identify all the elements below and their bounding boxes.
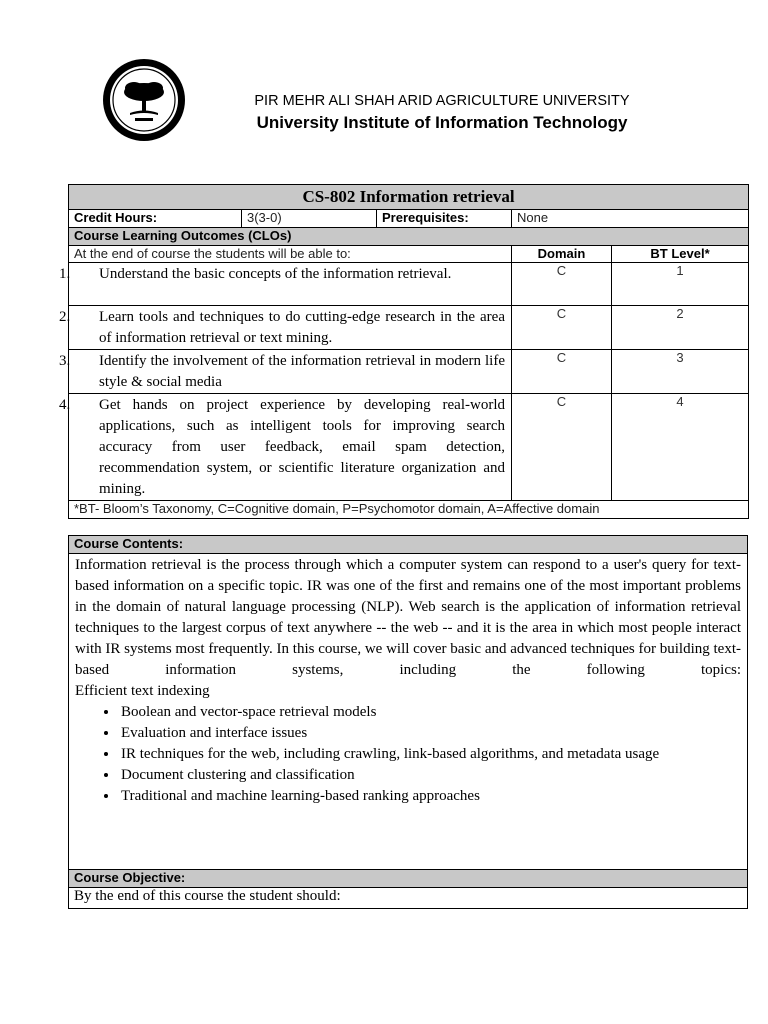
- prerequisites-label: Prerequisites:: [377, 210, 512, 228]
- domain-header: Domain: [512, 246, 612, 263]
- course-objective-text: By the end of this course the student should:: [69, 888, 748, 909]
- clo-intro: At the end of course the students will be able to:: [69, 246, 512, 263]
- clo-2-bt: 2: [612, 306, 749, 350]
- clo-1-bt: 1: [612, 263, 749, 306]
- course-objective-heading: Course Objective:: [69, 870, 748, 888]
- university-name: PIR MEHR ALI SHAH ARID AGRICULTURE UNIVERSITY: [254, 93, 630, 109]
- course-contents-body: [69, 554, 748, 870]
- topics-list: [75, 702, 741, 807]
- bt-footnote: *BT- Bloom’s Taxonomy, C=Cognitive domain, P=Psychomotor domain, A=Affective domain: [69, 501, 749, 519]
- course-contents-heading: Course Contents:: [69, 536, 748, 554]
- university-logo: [102, 58, 186, 142]
- clo-item-4: 4. Get hands on project experience by developing real-world applications, such as intelligent tools for improving search accuracy from user feedback, email spam detection, recommendation system, or scientific literature organization and mining.: [69, 394, 512, 501]
- clo-3-domain: C: [512, 350, 612, 394]
- clo-1-domain: C: [512, 263, 612, 306]
- list-item: • Evaluation and interface issues: [119, 723, 741, 744]
- list-item: • IR techniques for the web, including crawling, link-based algorithms, and metadata usage: [119, 744, 741, 765]
- contents-paragraph: Information retrieval is the process through which a computer system can respond to a user's query for text-based information on a specific topic. IR was one of the first and remains one of the most important problems in the domain of natural language processing (NLP). Web search is the application of information retrieval techniques to the largest corpus of text anywhere -- the web -- and it is the area in which most people interact with IR systems most frequently. In this course, we will cover basic and advanced techniques for building text-based information systems, including the following topics:: [75, 557, 741, 678]
- clo-4-domain: C: [512, 394, 612, 501]
- course-info-table: [59, 184, 749, 519]
- clo-item-2: 2. Learn tools and techniques to do cutting-edge research in the area of information retrieval or text mining.: [69, 306, 512, 350]
- list-item: • Traditional and machine learning-based ranking approaches: [119, 786, 741, 807]
- clo-4-bt: 4: [612, 394, 749, 501]
- clo-2-domain: C: [512, 306, 612, 350]
- clo-item-1: 1. Understand the basic concepts of the information retrieval.: [69, 263, 512, 306]
- prerequisites-value: None: [512, 210, 749, 228]
- course-contents-table: [68, 535, 748, 870]
- credit-hours-value: 3(3-0): [242, 210, 377, 228]
- first-topic: Efficient text indexing: [75, 683, 210, 699]
- course-objective-table: [68, 869, 748, 909]
- bt-level-header: BT Level*: [612, 246, 749, 263]
- institute-name: University Institute of Information Technology: [256, 113, 628, 132]
- clo-item-3: 3. Identify the involvement of the information retrieval in modern life style & social media: [69, 350, 512, 394]
- course-title: CS-802 Information retrieval: [69, 185, 749, 210]
- clo-3-bt: 3: [612, 350, 749, 394]
- credit-hours-label: Credit Hours:: [69, 210, 242, 228]
- list-item: • Boolean and vector-space retrieval models: [119, 702, 741, 723]
- clo-heading: Course Learning Outcomes (CLOs): [69, 228, 749, 246]
- list-item: • Document clustering and classification: [119, 765, 741, 786]
